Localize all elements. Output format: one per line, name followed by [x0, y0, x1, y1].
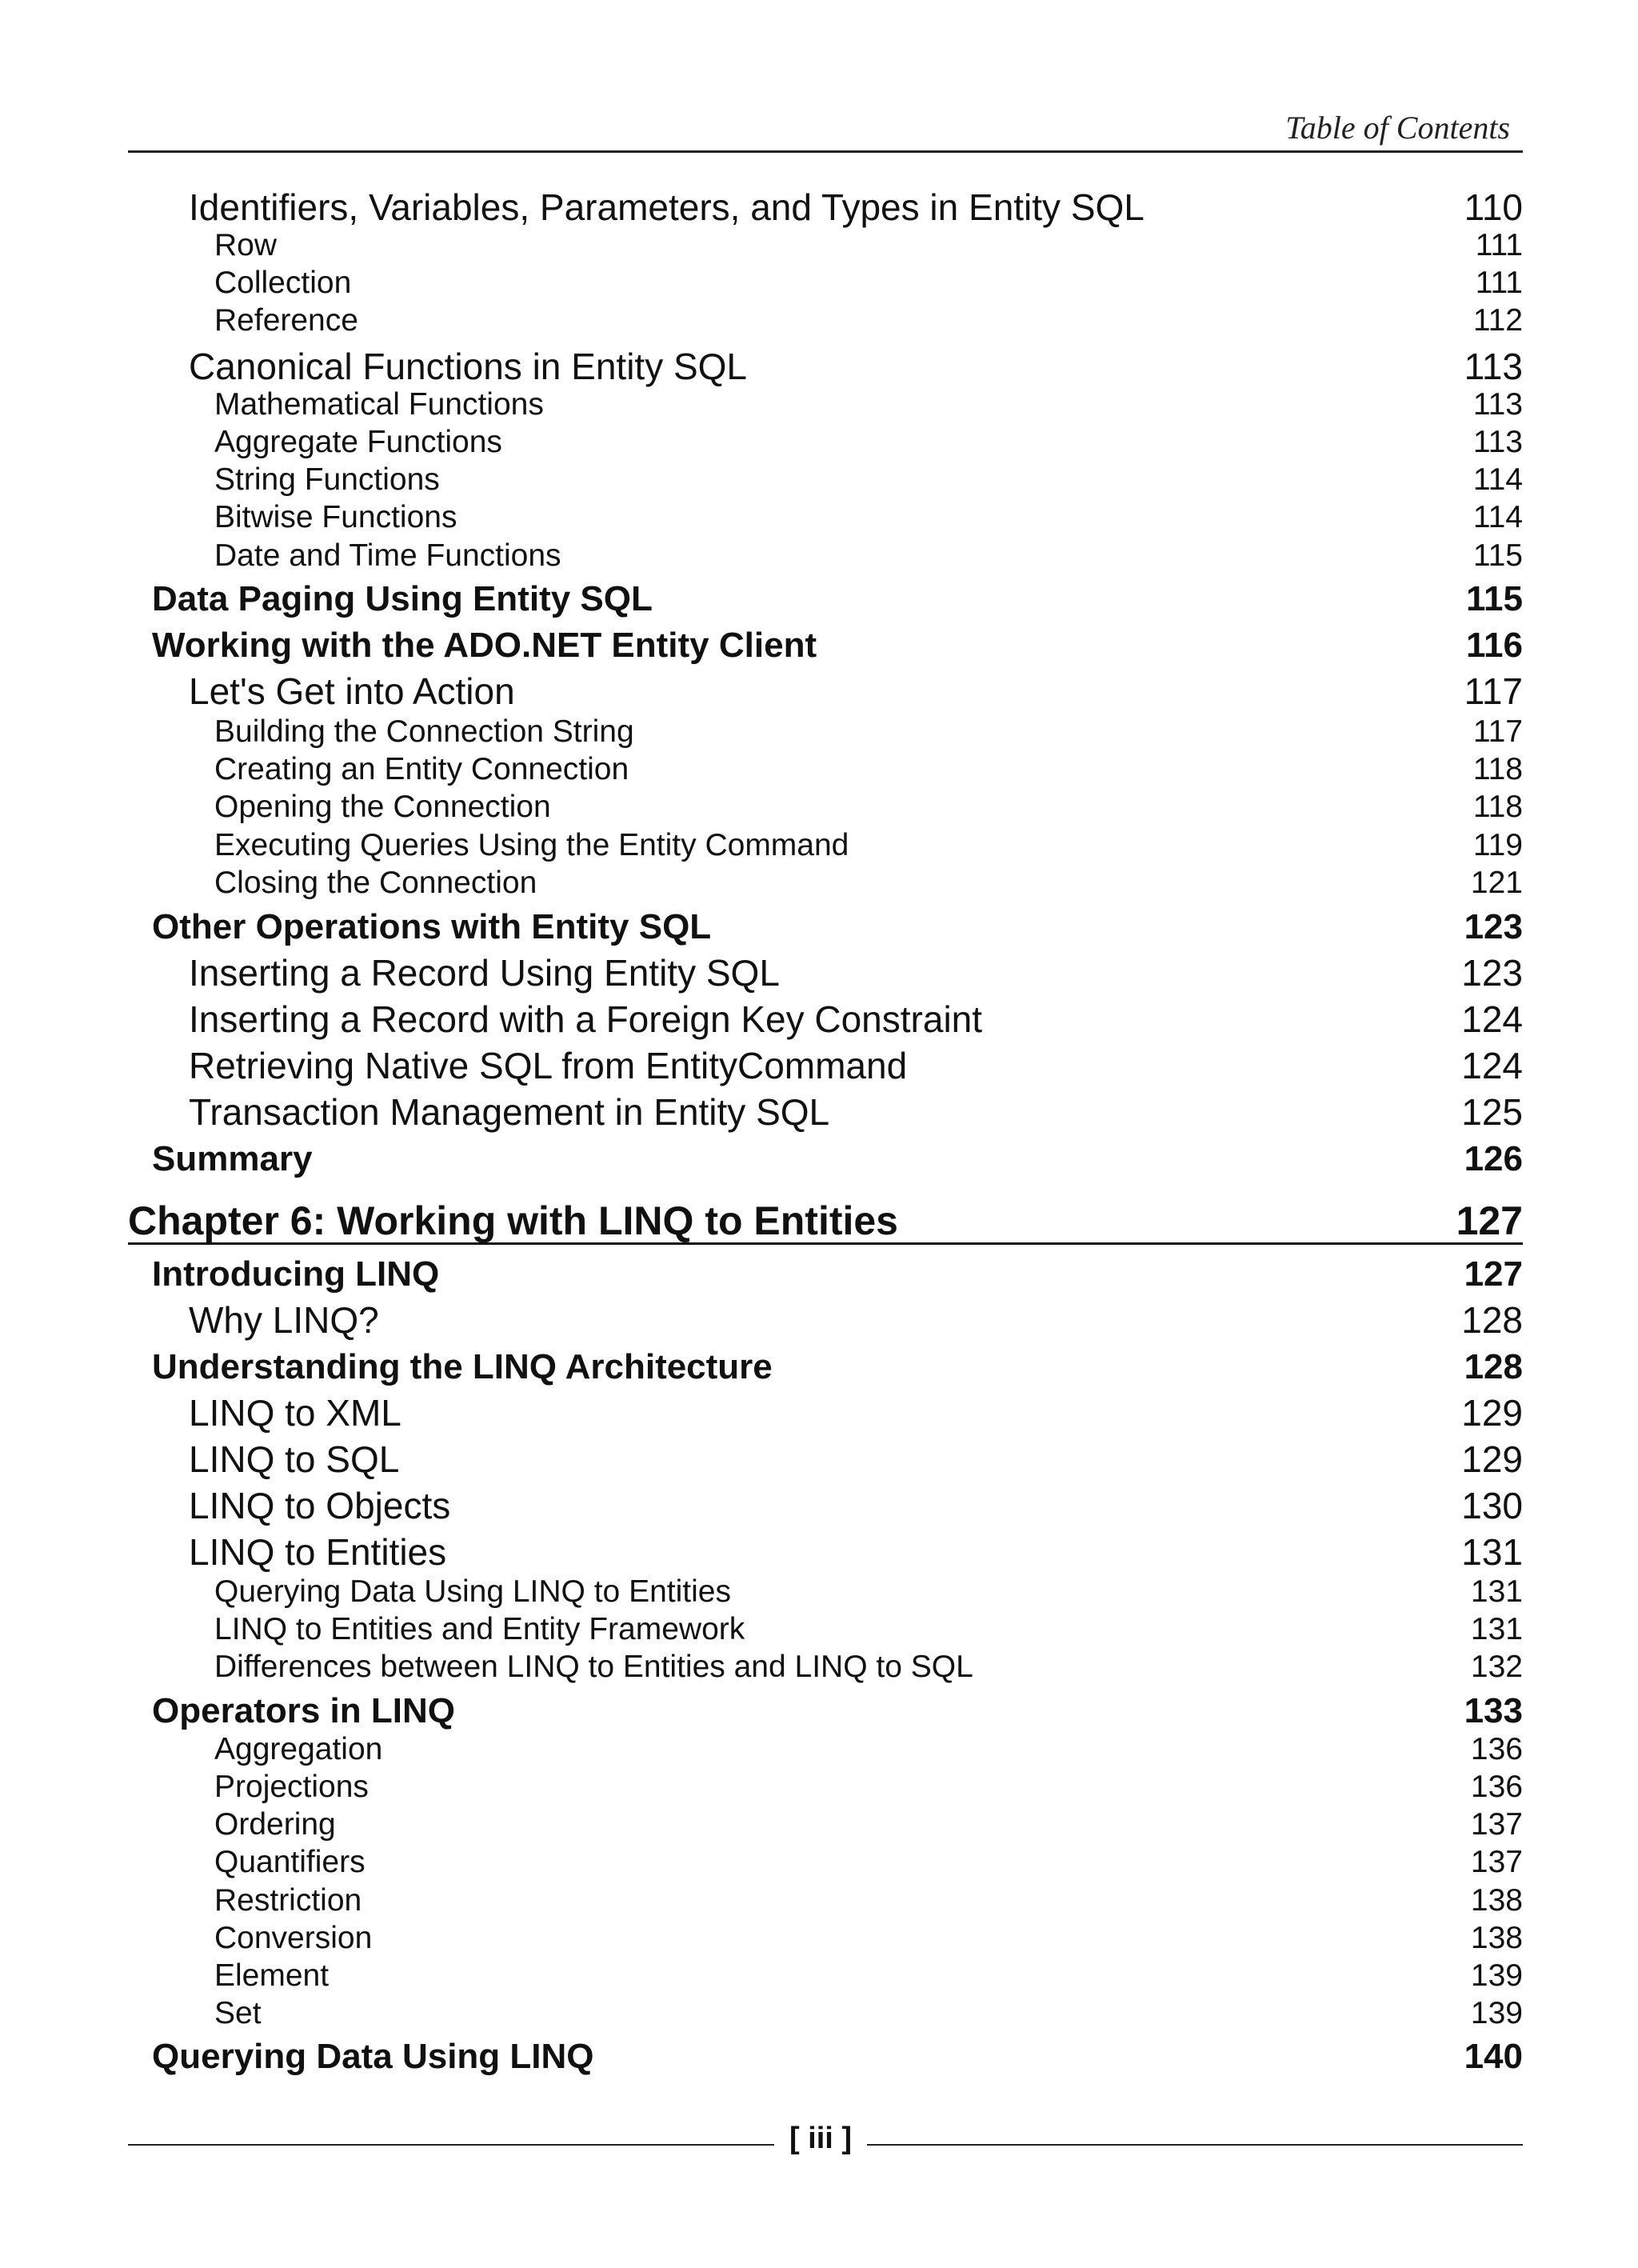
toc-entry-inserting-record[interactable]	[189, 946, 1523, 994]
toc-entry-page: 124	[1461, 1045, 1523, 1086]
toc-entry-reference[interactable]	[214, 291, 1523, 336]
toc-entry-page: 133	[1464, 1691, 1523, 1730]
toc-entry-label: Data Paging Using Entity SQL	[152, 579, 653, 618]
toc-entry-label: Operators in LINQ	[152, 1691, 455, 1730]
toc-entry-page: 118	[1472, 790, 1523, 824]
toc-entry-page: 137	[1470, 1845, 1523, 1879]
toc-entry-label: Aggregation	[214, 1732, 383, 1766]
toc-entry-label: Introducing LINQ	[152, 1254, 440, 1294]
toc-entry-label: LINQ to Entities and Entity Framework	[214, 1612, 745, 1646]
toc-entry-label: Understanding the LINQ Architecture	[152, 1347, 773, 1386]
toc-entry-label: Querying Data Using LINQ	[152, 2037, 594, 2076]
toc-entry-label: Canonical Functions in Entity SQL	[189, 346, 748, 387]
toc-entry-data-paging[interactable]	[152, 572, 1523, 617]
toc-entry-page: 116	[1466, 626, 1523, 665]
toc-entry-page: 110	[1464, 186, 1523, 228]
toc-entry-page: 127	[1464, 1254, 1523, 1294]
toc-entry-other-operations[interactable]	[152, 900, 1523, 945]
toc-entry-label: Ordering	[214, 1807, 336, 1842]
toc-entry-label: Creating an Entity Connection	[214, 752, 629, 786]
toc-entry-date-time-functions[interactable]	[214, 526, 1523, 571]
toc-entry-page: 136	[1470, 1770, 1523, 1804]
toc-entry-label: Summary	[152, 1139, 313, 1178]
toc-entry-page: 129	[1461, 1392, 1523, 1434]
toc-entry-label: Restriction	[214, 1883, 362, 1918]
toc-entry-label: Conversion	[214, 1921, 373, 1955]
toc-entry-page: 130	[1461, 1485, 1523, 1526]
toc-entry-label: Executing Queries Using the Entity Command	[214, 828, 849, 862]
toc-entry-linq-architecture[interactable]	[152, 1340, 1523, 1385]
toc-entry-label: Let's Get into Action	[189, 670, 515, 712]
toc-entry-page: 125	[1461, 1091, 1523, 1133]
toc-entry-label: Why LINQ?	[189, 1299, 379, 1341]
toc-entry-entity-client[interactable]	[152, 618, 1523, 663]
toc-entry-label: Collection	[214, 266, 352, 300]
toc-entry-label: Quantifiers	[214, 1845, 366, 1879]
toc-chapter-label: Chapter 6: Working with LINQ to Entities	[128, 1198, 898, 1243]
toc-entry-label: Querying Data Using LINQ to Entities	[214, 1574, 731, 1609]
toc-entry-label: String Functions	[214, 462, 440, 497]
toc-entry-page: 112	[1472, 303, 1523, 338]
toc-entry-page: 139	[1470, 1996, 1523, 2030]
toc-entry-label: Element	[214, 1958, 330, 1993]
toc-entry-label: Reference	[214, 303, 358, 338]
toc-entry-label: Building the Connection String	[214, 714, 634, 749]
toc-entry-page: 115	[1472, 538, 1523, 573]
toc-entry-page: 131	[1470, 1612, 1523, 1646]
toc-entry-page: 129	[1461, 1438, 1523, 1480]
toc-entry-page: 111	[1475, 266, 1523, 300]
toc-entry-introducing-linq[interactable]	[152, 1247, 1523, 1292]
toc-entry-page: 132	[1470, 1650, 1523, 1684]
toc-entry-page: 138	[1470, 1883, 1523, 1918]
toc-entry-label: LINQ to SQL	[189, 1438, 400, 1480]
toc-entry-label: Set	[214, 1996, 262, 2030]
toc-entry-page: 115	[1466, 579, 1523, 618]
toc-entry-page: 123	[1464, 907, 1523, 946]
toc-entry-page: 111	[1475, 228, 1523, 262]
toc-entry-label: Closing the Connection	[214, 866, 537, 900]
toc-entry-label: Other Operations with Entity SQL	[152, 907, 712, 946]
toc-chapter-6[interactable]	[128, 1194, 1523, 1245]
toc-entry-label: LINQ to Objects	[189, 1485, 451, 1526]
toc-entry-label: Inserting a Record with a Foreign Key Constraint	[189, 998, 983, 1040]
toc-entry-page: 113	[1472, 387, 1523, 422]
toc-entry-why-linq[interactable]	[189, 1294, 1523, 1341]
toc-entry-closing-connection[interactable]	[214, 854, 1523, 898]
toc-entry-page: 123	[1461, 952, 1523, 994]
toc-entry-page: 113	[1472, 425, 1523, 459]
toc-entry-linq-to-sql[interactable]	[189, 1433, 1523, 1478]
toc-entry-label: Row	[214, 228, 278, 262]
toc-entry-page: 117	[1464, 670, 1523, 712]
toc-entry-label: Identifiers, Variables, Parameters, and Types in Entity SQL	[189, 186, 1145, 228]
toc-entry-page: 137	[1470, 1807, 1523, 1842]
toc-entry-retrieving-native-sql[interactable]	[189, 1039, 1523, 1084]
toc-entry-label: LINQ to Entities	[189, 1531, 447, 1573]
running-header: Table of Contents	[1285, 110, 1510, 146]
toc-entry-set[interactable]	[214, 1984, 1523, 2029]
toc-entry-querying-data-linq[interactable]	[152, 2030, 1523, 2074]
toc-entry-page: 113	[1464, 346, 1523, 387]
toc-entry-linq-to-objects[interactable]	[189, 1479, 1523, 1524]
toc-entry-summary[interactable]	[152, 1132, 1523, 1177]
toc-entry-inserting-foreign-key[interactable]	[189, 993, 1523, 1038]
toc-entry-page: 121	[1470, 866, 1523, 900]
toc-entry-label: Opening the Connection	[214, 790, 551, 824]
toc-entry-page: 124	[1461, 998, 1523, 1040]
toc-entry-page: 128	[1461, 1299, 1523, 1341]
toc-chapter-page: 127	[1456, 1198, 1523, 1243]
toc-entry-label: Bitwise Functions	[214, 500, 457, 534]
toc-entry-label: Mathematical Functions	[214, 387, 544, 422]
toc-entry-label: Date and Time Functions	[214, 538, 561, 573]
toc-entry-page: 114	[1472, 462, 1523, 497]
toc-entry-page: 114	[1472, 500, 1523, 534]
toc-entry-page: 117	[1472, 714, 1523, 749]
footer-page-number: [ iii ]	[789, 2122, 853, 2155]
toc-entry-page: 131	[1470, 1574, 1523, 1609]
toc-entry-page: 128	[1464, 1347, 1523, 1386]
toc-entry-label: Inserting a Record Using Entity SQL	[189, 952, 780, 994]
toc-entry-label: LINQ to XML	[189, 1392, 402, 1434]
toc-entry-label: Aggregate Functions	[214, 425, 502, 459]
toc-entry-label: Differences between LINQ to Entities and LINQ to SQL	[214, 1650, 973, 1684]
toc-entry-page: 139	[1470, 1958, 1523, 1993]
toc-entry-linq-to-xml[interactable]	[189, 1386, 1523, 1434]
toc-entry-page: 119	[1472, 828, 1523, 862]
toc-entry-differences[interactable]	[214, 1638, 1523, 1682]
toc-entry-label: Transaction Management in Entity SQL	[189, 1091, 830, 1133]
toc-entry-page: 126	[1464, 1139, 1523, 1178]
toc-entry-page: 138	[1470, 1921, 1523, 1955]
toc-entry-label: Retrieving Native SQL from EntityCommand	[189, 1045, 908, 1086]
footer-rule-right	[867, 2144, 1523, 2146]
toc-entry-transaction-management[interactable]	[189, 1086, 1523, 1133]
toc-entry-label: Working with the ADO.NET Entity Client	[152, 626, 817, 665]
toc-entry-page: 136	[1470, 1732, 1523, 1766]
toc-entry-page: 140	[1464, 2037, 1523, 2076]
footer-rule-left	[128, 2144, 774, 2146]
toc-entry-label: Projections	[214, 1770, 369, 1804]
toc-entry-page: 118	[1472, 752, 1523, 786]
toc-entry-page: 131	[1461, 1531, 1523, 1573]
